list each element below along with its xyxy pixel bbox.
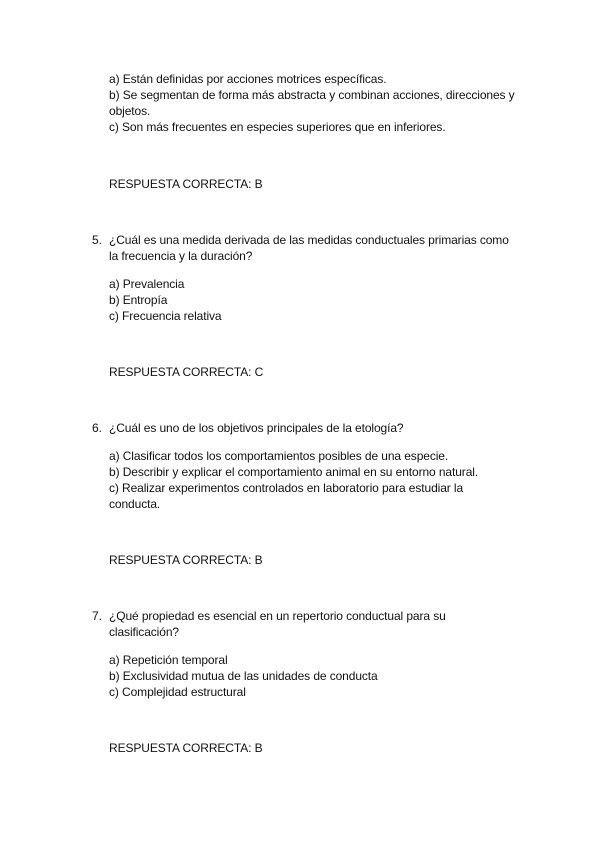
option-b: b) Entropía [109, 293, 168, 307]
option-c: c) Son más frecuentes en especies superiores que en inferiores. [109, 120, 446, 134]
option-a: a) Están definidas por acciones motrices específicas. [109, 72, 387, 86]
question-text-continued: la frecuencia y la duración? [109, 249, 253, 263]
option-b: b) Se segmentan de forma más abstracta y combinan acciones, direcciones y [109, 88, 515, 102]
question-text: ¿Qué propiedad es esencial en un repertorio conductual para su [109, 609, 446, 623]
option-c: c) Frecuencia relativa [109, 309, 222, 323]
option-a: a) Repetición temporal [109, 653, 228, 667]
question-text: ¿Cuál es una medida derivada de las medidas conductuales primarias como [109, 233, 509, 247]
option-a: a) Prevalencia [109, 277, 185, 291]
question-number: 6. [92, 421, 103, 435]
option-c: c) Realizar experimentos controlados en laboratorio para estudiar la [109, 481, 464, 495]
option-b: b) Describir y explicar el comportamiento animal en su entorno natural. [109, 465, 479, 479]
question-number: 5. [92, 233, 103, 247]
option-c-continued: conducta. [109, 497, 161, 511]
question-number: 7. [92, 609, 103, 623]
question-text: ¿Cuál es uno de los objetivos principales de la etología? [109, 421, 404, 435]
question-text-continued: clasificación? [109, 625, 179, 639]
option-b-continued: objetos. [109, 104, 151, 118]
correct-answer: RESPUESTA CORRECTA: C [109, 365, 264, 379]
option-c: c) Complejidad estructural [109, 685, 246, 699]
correct-answer: RESPUESTA CORRECTA: B [109, 177, 263, 191]
option-b: b) Exclusividad mutua de las unidades de conducta [109, 669, 378, 683]
correct-answer: RESPUESTA CORRECTA: B [109, 741, 263, 755]
correct-answer: RESPUESTA CORRECTA: B [109, 553, 263, 567]
option-a: a) Clasificar todos los comportamientos posibles de una especie. [109, 449, 449, 463]
